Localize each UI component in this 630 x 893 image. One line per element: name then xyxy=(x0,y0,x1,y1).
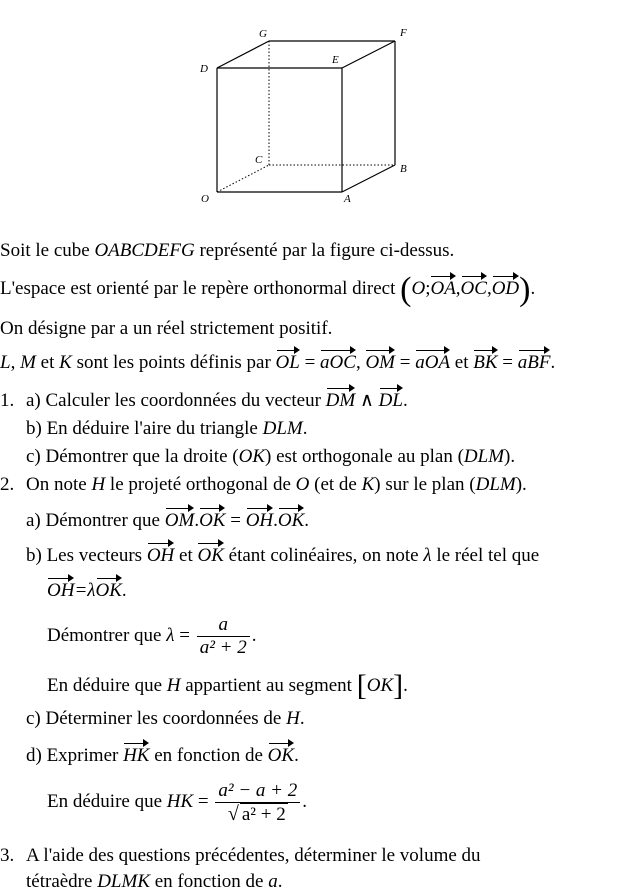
q1-b: b) En déduire l'aire du triangle DLM. xyxy=(26,418,308,439)
label-C: C xyxy=(255,154,263,166)
q3-line-1: A l'aide des questions précédentes, déterminer le volume du xyxy=(26,845,481,866)
label-E: E xyxy=(332,54,339,66)
edge-EF xyxy=(342,41,395,68)
q2-c: c) Déterminer les coordonnées de H. xyxy=(26,708,305,729)
q2-number: 2. xyxy=(0,474,15,495)
q2-intro: On note H le projeté orthogonal de O (et de K) sur le plan (DLM). xyxy=(26,474,527,495)
q2-d: d) Exprimer HK en fonction de OK. xyxy=(26,745,299,766)
q3-line-2: tétraèdre DLMK en fonction de a. xyxy=(26,871,283,892)
intro-line-4: L, M et K sont les points définis par OL = aOC, OM = aOA et BK = aBF. xyxy=(0,352,556,373)
q3-number: 3. xyxy=(0,845,15,866)
q1-number: 1. xyxy=(0,390,15,411)
label-B: B xyxy=(400,163,407,175)
q1-a: a) Calculer les coordonnées du vecteur DM ∧ DL. xyxy=(26,390,408,411)
cube-figure xyxy=(195,22,420,212)
edge-AB xyxy=(342,165,395,192)
label-G: G xyxy=(259,28,267,40)
q2-b-lambda: Démontrer que λ = $\frac{a}{\text{a² + 2}}$ . xyxy=(47,614,257,659)
q2-b-segment: En déduire que H appartient au segment [OK]. xyxy=(47,669,408,702)
intro-line-3: On désigne par a un réel strictement positif. xyxy=(0,318,333,339)
intro-line-1: Soit le cube OABCDEFG représenté par la figure ci-dessus. xyxy=(0,240,455,261)
q2-b: b) Les vecteurs OH et OK étant colinéaires, on note λ le réel tel que xyxy=(26,545,540,566)
q2-a: a) Démontrer que OM.OK = OH.OK. xyxy=(26,510,310,531)
label-D: D xyxy=(200,63,208,75)
q1-c: c) Démontrer que la droite (OK) est orthogonale au plan (DLM). xyxy=(26,446,516,467)
edge-DG xyxy=(217,41,269,68)
q2-d-hk: En déduire que HK = $\frac{\text{a² − a + 2}}{\text{√ a² + 2}}$ . xyxy=(47,779,307,825)
label-A: A xyxy=(344,193,351,205)
intro-line-2: L'espace est orienté par le repère orthonormal direct (O;OA,OC,OD). xyxy=(0,271,536,308)
edge-OC xyxy=(217,165,269,192)
hk-fraction: $\frac{\text{a² − a + 2}}{\text{√ a² + 2}}$ xyxy=(215,780,300,826)
lambda-fraction: $\frac{a}{\text{a² + 2}}$ xyxy=(197,614,250,659)
label-O: O xyxy=(201,193,209,205)
q2-b-eq: OH=λOK. xyxy=(47,580,127,601)
label-F: F xyxy=(400,27,407,39)
